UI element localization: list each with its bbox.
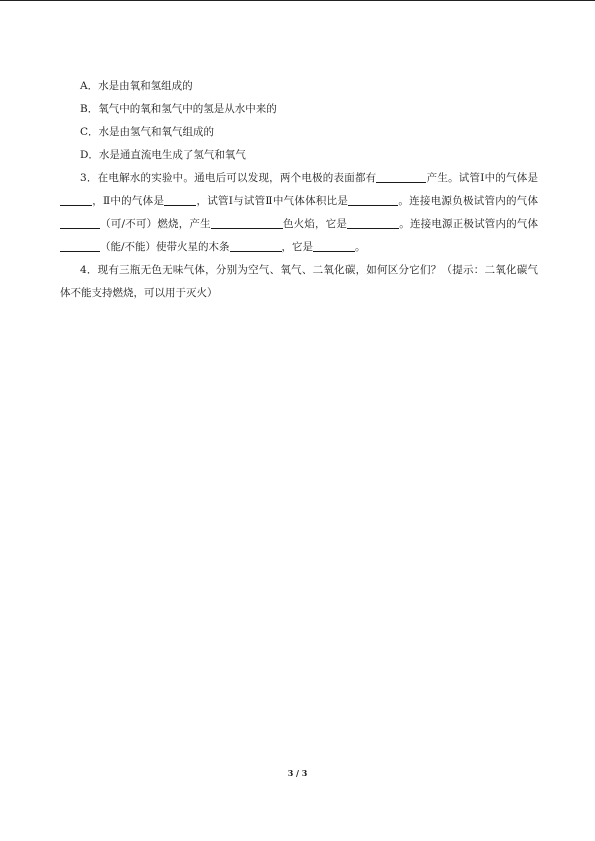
q3-text-8: 。连接电源正极试管内的气体 bbox=[399, 218, 539, 230]
q3-text-3: ，Ⅱ中的气体是 bbox=[92, 195, 165, 207]
answer-blank[interactable] bbox=[348, 192, 398, 206]
answer-blank[interactable] bbox=[376, 169, 426, 183]
answer-blank[interactable] bbox=[313, 238, 355, 252]
answer-blank[interactable] bbox=[164, 192, 196, 206]
option-d: D．水是通直流电生成了氢气和氧气 bbox=[80, 149, 246, 161]
q3-text-10: ，它是 bbox=[281, 241, 314, 253]
answer-blank[interactable] bbox=[230, 238, 282, 252]
option-a: A．水是由氧和氢组成的 bbox=[80, 80, 193, 92]
q3-text-5: 。连接电源负极试管内的气体 bbox=[398, 195, 539, 207]
question-4: 4．现有三瓶无色无味气体，分别为空气、氧气、二氧化碳，如何区分它们？（提示：二氧化碳气体不能支持燃烧，可以用于灭火） bbox=[60, 264, 538, 299]
q3-text-7: 色火焰，它是 bbox=[282, 218, 348, 230]
q3-text-9: （能/不能）使带火星的木条 bbox=[100, 241, 230, 253]
option-b: B．氧气中的氧和氢气中的氢是从水中来的 bbox=[80, 103, 277, 115]
answer-blank[interactable] bbox=[60, 215, 100, 229]
q3-text-11: 。 bbox=[355, 241, 366, 253]
option-c: C．水是由氢气和氧气组成的 bbox=[80, 126, 215, 138]
header-rule bbox=[0, 0, 595, 1]
answer-blank[interactable] bbox=[60, 192, 92, 206]
answer-blank[interactable] bbox=[347, 215, 399, 229]
q3-text-2: 产生。试管Ⅰ中的气体是 bbox=[426, 172, 538, 184]
answer-blank[interactable] bbox=[60, 238, 100, 252]
q3-text-1: 3．在电解水的实验中。通电后可以发现，两个电极的表面都有 bbox=[80, 172, 377, 184]
question-3 bbox=[60, 167, 538, 259]
q3-text-6: （可/不可）燃烧，产生 bbox=[100, 218, 211, 230]
q3-text-4: ，试管Ⅰ与试管Ⅱ中气体体积比是 bbox=[196, 195, 349, 207]
page-number: 3 / 3 bbox=[287, 768, 308, 778]
answer-blank[interactable] bbox=[211, 215, 283, 229]
page-content bbox=[60, 75, 538, 305]
